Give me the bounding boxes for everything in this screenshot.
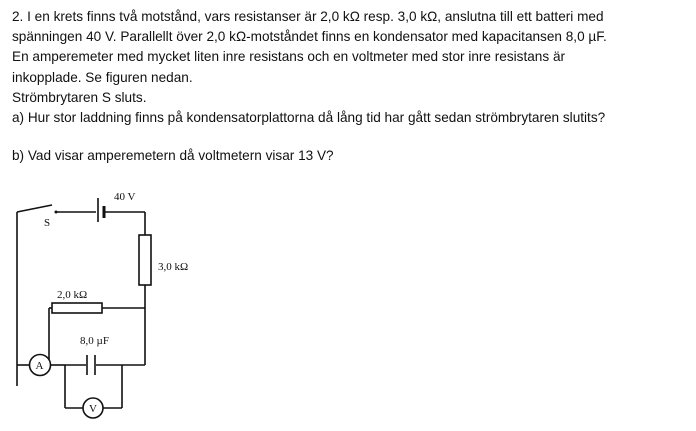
question-a: a) Hur stor laddning finns på kondensatorplattorna då lång tid har gått sedan strömbrytaren slutits? <box>12 110 606 126</box>
resistor-3k <box>139 235 151 285</box>
voltmeter-label: V <box>89 403 97 415</box>
resistor-3k-label: 3,0 kΩ <box>158 261 189 273</box>
capacitor-label: 8,0 µF <box>80 335 109 347</box>
resistor-2k-label: 2,0 kΩ <box>57 289 88 301</box>
question-b: b) Vad visar amperemetern då voltmetern visar 13 V? <box>12 148 334 164</box>
problem-line-4: inkopplade. Se figuren nedan. <box>12 69 193 85</box>
problem-line-3: En amperemeter med mycket liten inre resistans och en voltmeter med stor inre resistans är <box>12 49 566 65</box>
ammeter-label: A <box>35 360 44 372</box>
switch-label: S <box>44 217 51 229</box>
wire-switch-arm <box>17 205 52 212</box>
resistor-2k <box>52 303 102 313</box>
circuit-diagram <box>0 180 200 430</box>
problem-line-1: 2. I en krets finns två motstånd, vars resistanser är 2,0 kΩ resp. 3,0 kΩ, anslutna till ett batteri med <box>12 9 604 24</box>
battery-label: 40 V <box>114 191 136 203</box>
problem-line-2: spänningen 40 V. Parallellt över 2,0 kΩ-motståndet finns en kondensator med kapacitansen 8,0 µF. <box>12 29 607 45</box>
problem-line-5: Strömbrytaren S sluts. <box>12 89 147 105</box>
problem-text <box>12 7 692 166</box>
